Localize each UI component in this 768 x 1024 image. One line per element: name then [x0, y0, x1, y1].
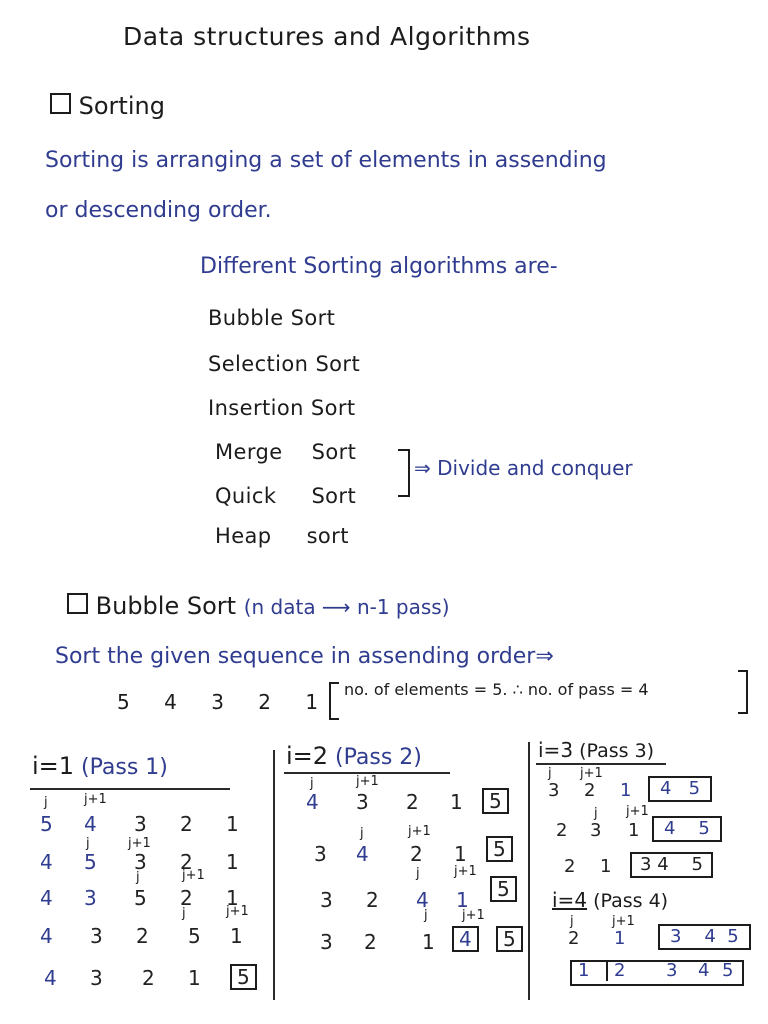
seq-value: 3 — [211, 690, 224, 714]
seq-value: 1 — [305, 690, 319, 714]
index-j: j — [416, 866, 420, 881]
index-j: j — [182, 906, 186, 921]
index-j1: j+1 — [626, 804, 649, 819]
sequence — [117, 690, 318, 714]
cell: 1 — [226, 812, 239, 836]
cell: 2 — [410, 842, 423, 866]
cell: 2 — [180, 850, 193, 874]
checkbox-icon — [50, 93, 71, 114]
cell: 5 — [688, 778, 701, 799]
index-j: j — [548, 766, 552, 781]
pass1-heading — [32, 752, 168, 780]
cell: 1 — [600, 856, 612, 877]
merge-quick-bracket — [398, 449, 410, 497]
seq-value: 4 — [164, 690, 177, 714]
cell: 4 — [657, 854, 669, 875]
cell: 2 — [584, 780, 596, 801]
pass3-underline — [536, 763, 666, 765]
page-title: Data structures and Algorithms — [123, 22, 531, 51]
note-bracket-right — [738, 670, 748, 714]
cell: 2 — [142, 966, 155, 990]
cell: 5 — [698, 818, 710, 839]
pass2-i: i=2 — [286, 742, 329, 770]
cell: 3 — [548, 780, 560, 801]
cell: 5 — [188, 924, 201, 948]
cell: 5 — [40, 812, 53, 836]
index-j1: j+1 — [454, 864, 477, 879]
cell: 1 — [450, 790, 463, 814]
index-j: j — [570, 914, 574, 929]
cell: 4 — [698, 960, 710, 981]
cell: 4 — [40, 850, 53, 874]
sorting-heading — [50, 92, 165, 120]
cell: 3 — [320, 888, 333, 912]
index-j1: j+1 — [612, 914, 635, 929]
sorted-group — [630, 852, 713, 878]
cell: 4 — [664, 818, 676, 839]
cell: 2 — [180, 886, 193, 910]
algo-selection: Selection Sort — [208, 352, 361, 376]
index-j: j — [86, 836, 90, 851]
cell: 2 — [180, 812, 193, 836]
index-j1: j+1 — [580, 766, 603, 781]
bubble-heading — [67, 592, 450, 620]
column-divider — [528, 742, 530, 1000]
index-j1: j+1 — [462, 908, 485, 923]
cell: 1 — [456, 888, 469, 912]
cell: 1 — [422, 930, 435, 954]
pass4-heading — [552, 888, 668, 912]
sorted-cell: 4 — [452, 926, 479, 952]
cell: 3 — [666, 960, 678, 981]
pass2-label: (Pass 2) — [335, 745, 422, 770]
index-j: j — [594, 806, 598, 821]
cell: 2 — [606, 960, 625, 981]
index-j1: j+1 — [408, 824, 431, 839]
algo-heap: Heap sort — [215, 524, 349, 548]
pass3-label: (Pass 3) — [579, 740, 655, 762]
cell: 3 — [670, 926, 682, 947]
cell: 5 — [691, 854, 703, 875]
cell: 2 — [564, 856, 576, 877]
sorting-heading-text: Sorting — [78, 92, 165, 120]
cell: 3 — [320, 930, 333, 954]
sorted-cell: 5 — [230, 964, 257, 990]
cell: 2 — [406, 790, 419, 814]
column-divider — [273, 750, 275, 1000]
pass3-i: i=3 — [538, 738, 574, 762]
cell: 1 — [188, 966, 201, 990]
cell: 1 — [614, 928, 626, 949]
cell: 2 — [136, 924, 149, 948]
index-j1: j+1 — [226, 904, 249, 919]
algo-merge: Merge Sort — [215, 440, 357, 464]
bubble-heading-text: Bubble Sort — [95, 592, 237, 620]
cell: 1 — [454, 842, 467, 866]
index-j: j — [44, 795, 48, 810]
cell: 5 — [727, 926, 739, 947]
sorted-group — [652, 816, 722, 842]
cell: 5 — [722, 960, 734, 981]
pass1-i: i=1 — [32, 752, 75, 780]
cell: 2 — [364, 930, 377, 954]
sorted-cell: 5 — [490, 876, 517, 902]
cell: 4 — [40, 886, 53, 910]
cell: 4 — [306, 790, 319, 814]
cell: 4 — [660, 778, 672, 799]
cell: 4 — [40, 924, 53, 948]
seq-value: 2 — [258, 690, 272, 714]
index-j1: j+1 — [128, 836, 151, 851]
cell: 4 — [84, 812, 97, 836]
cell: 1 — [620, 780, 632, 801]
index-j1: j+1 — [182, 868, 205, 883]
cell: 2 — [556, 820, 568, 841]
algo-insertion: Insertion Sort — [208, 396, 356, 420]
cell: 5 — [134, 886, 147, 910]
definition-line-2: or descending order. — [45, 198, 272, 223]
cell: 3 — [134, 812, 147, 836]
final-sorted-box — [570, 960, 744, 986]
cell: 1 — [226, 850, 239, 874]
pass-count-note: no. of elements = 5. ∴ no. of pass = 4 — [344, 680, 649, 699]
pass3-heading — [538, 738, 654, 762]
pass2-heading — [286, 742, 422, 770]
definition-line-1: Sorting is arranging a set of elements in assending — [45, 148, 607, 173]
index-j: j — [360, 826, 364, 841]
cell: 1 — [578, 960, 590, 981]
bubble-instruction: Sort the given sequence in assending order⇒ — [55, 644, 554, 669]
sorted-cell: 5 — [482, 788, 509, 814]
bubble-heading-note: (n data ⟶ n-1 pass) — [243, 595, 450, 619]
cell: 4 — [704, 926, 716, 947]
index-j: j — [136, 870, 140, 885]
cell: 3 — [84, 886, 97, 910]
algorithms-intro: Different Sorting algorithms are- — [200, 254, 558, 279]
cell: 3 — [90, 966, 103, 990]
index-j1: j+1 — [84, 792, 107, 807]
sorted-group — [658, 924, 751, 950]
sorted-cell: 5 — [496, 926, 523, 952]
cell: 2 — [568, 928, 580, 949]
cell: 3 — [314, 842, 327, 866]
note-bracket-left — [329, 682, 339, 720]
algo-quick: Quick Sort — [215, 484, 357, 508]
algo-bubble: Bubble Sort — [208, 306, 336, 330]
pass1-label: (Pass 1) — [81, 755, 168, 780]
checkbox-icon — [67, 593, 88, 614]
cell: 4 — [44, 966, 57, 990]
sorted-group — [648, 776, 712, 802]
pass4-i: i=4 — [552, 888, 588, 912]
index-j: j — [424, 908, 428, 923]
cell: 1 — [226, 886, 239, 910]
cell: 3 — [356, 790, 369, 814]
index-j1: j+1 — [356, 774, 379, 789]
cell: 5 — [84, 850, 97, 874]
cell: 1 — [230, 924, 243, 948]
pass1-underline — [30, 788, 230, 790]
pass4-label: (Pass 4) — [593, 890, 669, 912]
index-j: j — [310, 776, 314, 791]
cell: 3 — [590, 820, 602, 841]
cell: 2 — [366, 888, 379, 912]
cell: 1 — [628, 820, 640, 841]
cell: 3 — [640, 854, 652, 875]
cell: 4 — [416, 888, 429, 912]
cell: 3 — [134, 850, 147, 874]
cell: 3 — [90, 924, 103, 948]
cell: 4 — [356, 842, 369, 866]
divide-conquer-note: ⇒ Divide and conquer — [414, 456, 633, 480]
sorted-cell: 5 — [486, 836, 513, 862]
seq-value: 5 — [117, 690, 130, 714]
